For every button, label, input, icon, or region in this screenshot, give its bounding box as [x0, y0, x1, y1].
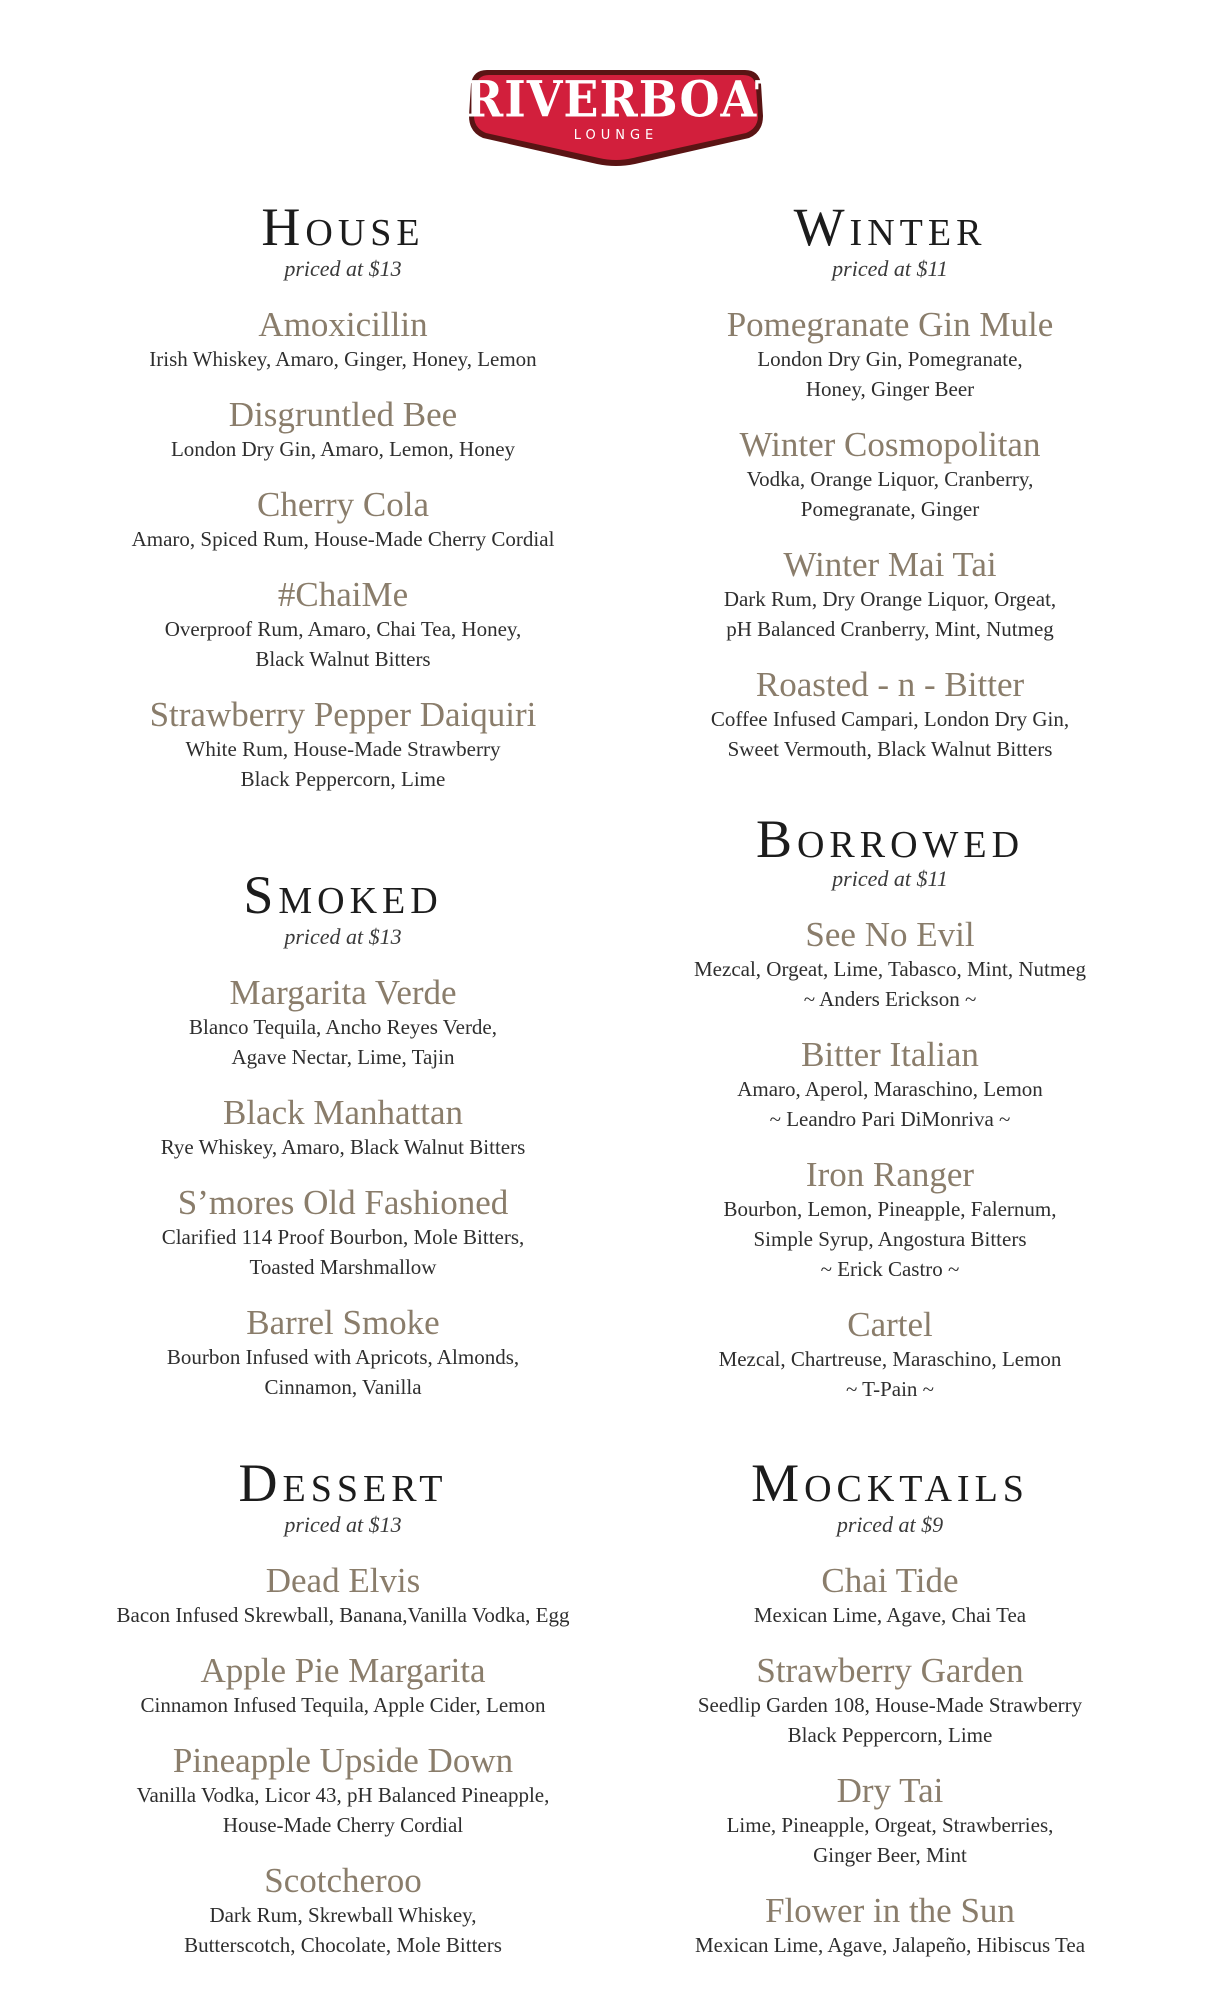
drink-ingredients: Bacon Infused Skrewball, Banana,Vanilla Vodka, Egg — [116, 1603, 570, 1627]
drink-ingredients: Ginger Beer, Mint — [813, 1843, 967, 1867]
drink-item — [620, 1562, 1160, 1630]
drink-name: Scotcheroo — [264, 1861, 422, 1900]
drink-ingredients: Black Peppercorn, Lime — [787, 1723, 993, 1747]
drink-ingredients: Sweet Vermouth, Black Walnut Bitters — [727, 737, 1053, 761]
drink-ingredients: Blanco Tequila, Ancho Reyes Verde, — [188, 1015, 498, 1039]
drink-item — [620, 666, 1160, 764]
drink-name: Barrel Smoke — [246, 1303, 440, 1342]
drink-name: See No Evil — [805, 915, 975, 954]
drink-item — [620, 306, 1160, 404]
drink-name: Disgruntled Bee — [228, 395, 458, 434]
drink-ingredients: Cinnamon Infused Tequila, Apple Cider, Lemon — [140, 1693, 546, 1717]
section-price-winter: priced at $11 — [832, 256, 948, 281]
drink-item — [73, 576, 613, 674]
drink-ingredients: Lime, Pineapple, Orgeat, Strawberries, — [726, 1813, 1054, 1837]
section-title-dessert: Dessert — [238, 1453, 448, 1513]
section-price-borrowed: priced at $11 — [832, 866, 948, 891]
drink-ingredients: Mezcal, Chartreuse, Maraschino, Lemon — [718, 1347, 1062, 1371]
drink-ingredients: Simple Syrup, Angostura Bitters — [753, 1227, 1027, 1251]
drink-item — [620, 916, 1160, 1014]
drink-item — [73, 1184, 613, 1282]
drink-name: Roasted - n - Bitter — [755, 665, 1025, 704]
drink-item — [73, 974, 613, 1072]
drink-item — [73, 396, 613, 464]
drink-name: Strawberry Pepper Daiquiri — [149, 695, 537, 734]
drink-ingredients: Bourbon Infused with Apricots, Almonds, — [166, 1345, 520, 1369]
logo-subtitle: LOUNGE — [573, 128, 659, 143]
drink-ingredients: Dark Rum, Skrewball Whiskey, — [209, 1903, 477, 1927]
drink-item — [620, 426, 1160, 524]
drink-name: Iron Ranger — [805, 1155, 975, 1194]
drink-name: Bitter Italian — [801, 1035, 979, 1074]
drink-ingredients: Toasted Marshmallow — [249, 1255, 437, 1279]
drink-item — [620, 546, 1160, 644]
drink-credit: ~ Erick Castro ~ — [820, 1257, 960, 1281]
drink-name: Cherry Cola — [256, 485, 430, 524]
drink-ingredients: Butterscotch, Chocolate, Mole Bitters — [184, 1933, 502, 1957]
drink-name: Apple Pie Margarita — [200, 1651, 486, 1690]
drink-ingredients: pH Balanced Cranberry, Mint, Nutmeg — [726, 617, 1054, 641]
drink-ingredients: Rye Whiskey, Amaro, Black Walnut Bitters — [160, 1135, 526, 1159]
drink-credit: ~ Leandro Pari DiMonriva ~ — [769, 1107, 1011, 1131]
drink-ingredients: White Rum, House-Made Strawberry — [185, 737, 501, 761]
drink-name: Black Manhattan — [222, 1093, 464, 1132]
section-title-winter: Winter — [793, 197, 987, 257]
drink-item — [620, 1892, 1160, 1960]
drink-item — [73, 306, 613, 374]
drink-name: Amoxicillin — [258, 305, 428, 344]
drink-ingredients: Black Walnut Bitters — [255, 647, 431, 671]
drink-ingredients: Dark Rum, Dry Orange Liquor, Orgeat, — [723, 587, 1057, 611]
drink-name: Dry Tai — [836, 1771, 944, 1810]
drink-name: Chai Tide — [821, 1561, 959, 1600]
drink-name: Winter Cosmopolitan — [739, 425, 1041, 464]
drink-ingredients: London Dry Gin, Amaro, Lemon, Honey — [170, 437, 516, 461]
drink-ingredients: Amaro, Aperol, Maraschino, Lemon — [737, 1077, 1043, 1101]
section-price-smoked: priced at $13 — [284, 924, 402, 949]
drink-credit: ~ Anders Erickson ~ — [803, 987, 977, 1011]
drink-ingredients: Cinnamon, Vanilla — [264, 1375, 422, 1399]
drink-credit: ~ T-Pain ~ — [845, 1377, 935, 1401]
drink-item — [73, 1652, 613, 1720]
drink-ingredients: Amaro, Spiced Rum, House-Made Cherry Cordial — [131, 527, 555, 551]
drink-item — [620, 1652, 1160, 1750]
drink-name: Margarita Verde — [229, 973, 457, 1012]
section-title-mocktails: Mocktails — [751, 1453, 1029, 1513]
drink-ingredients: Coffee Infused Campari, London Dry Gin, — [710, 707, 1070, 731]
section-title-smoked: Smoked — [243, 865, 443, 925]
drink-item — [620, 1306, 1160, 1404]
drink-ingredients: Vanilla Vodka, Licor 43, pH Balanced Pineapple, — [136, 1783, 550, 1807]
drink-ingredients: Honey, Ginger Beer — [805, 377, 975, 401]
drink-item — [73, 1742, 613, 1840]
drink-ingredients: Vodka, Orange Liquor, Cranberry, — [746, 467, 1034, 491]
drink-ingredients: Mezcal, Orgeat, Lime, Tabasco, Mint, Nutmeg — [694, 957, 1086, 981]
drink-name: Flower in the Sun — [765, 1891, 1015, 1930]
drink-name: Cartel — [847, 1305, 933, 1344]
section-price-mocktails: priced at $9 — [836, 1512, 944, 1537]
riverboat-logo — [465, 62, 790, 170]
drink-ingredients: Mexican Lime, Agave, Chai Tea — [753, 1603, 1027, 1627]
drink-name: Strawberry Garden — [756, 1651, 1024, 1690]
drink-name: Winter Mai Tai — [783, 545, 997, 584]
section-title-house: House — [261, 197, 425, 257]
drink-ingredients: House-Made Cherry Cordial — [222, 1813, 464, 1837]
drink-ingredients: Agave Nectar, Lime, Tajin — [231, 1045, 455, 1069]
drink-item — [620, 1156, 1160, 1284]
drink-item — [73, 486, 613, 554]
drink-ingredients: Black Peppercorn, Lime — [240, 767, 446, 791]
section-price-dessert: priced at $13 — [284, 1512, 402, 1537]
drink-ingredients: Irish Whiskey, Amaro, Ginger, Honey, Lemon — [149, 347, 537, 371]
drink-ingredients: Bourbon, Lemon, Pineapple, Falernum, — [723, 1197, 1057, 1221]
drink-item — [73, 1094, 613, 1162]
section-price-house: priced at $13 — [284, 256, 402, 281]
drink-name: S’mores Old Fashioned — [177, 1183, 509, 1222]
drink-ingredients: London Dry Gin, Pomegranate, — [757, 347, 1023, 371]
drink-ingredients: Mexican Lime, Agave, Jalapeño, Hibiscus Tea — [694, 1933, 1086, 1957]
drink-item — [73, 1862, 613, 1960]
drink-item — [73, 1562, 613, 1630]
drink-ingredients: Pomegranate, Ginger — [800, 497, 980, 521]
drink-name: #ChaiMe — [277, 575, 409, 614]
drink-item — [620, 1036, 1160, 1134]
drink-name: Dead Elvis — [265, 1561, 421, 1600]
section-title-borrowed: Borrowed — [755, 809, 1025, 869]
drink-ingredients: Clarified 114 Proof Bourbon, Mole Bitters, — [161, 1225, 525, 1249]
drink-ingredients: Seedlip Garden 108, House-Made Strawberry — [697, 1693, 1083, 1717]
drink-item — [73, 696, 613, 794]
drink-name: Pomegranate Gin Mule — [726, 305, 1054, 344]
drink-item — [73, 1304, 613, 1402]
logo-wordmark: RIVERBOAT — [465, 69, 790, 129]
drink-ingredients: Overproof Rum, Amaro, Chai Tea, Honey, — [164, 617, 522, 641]
drink-name: Pineapple Upside Down — [172, 1741, 514, 1780]
drink-item — [620, 1772, 1160, 1870]
